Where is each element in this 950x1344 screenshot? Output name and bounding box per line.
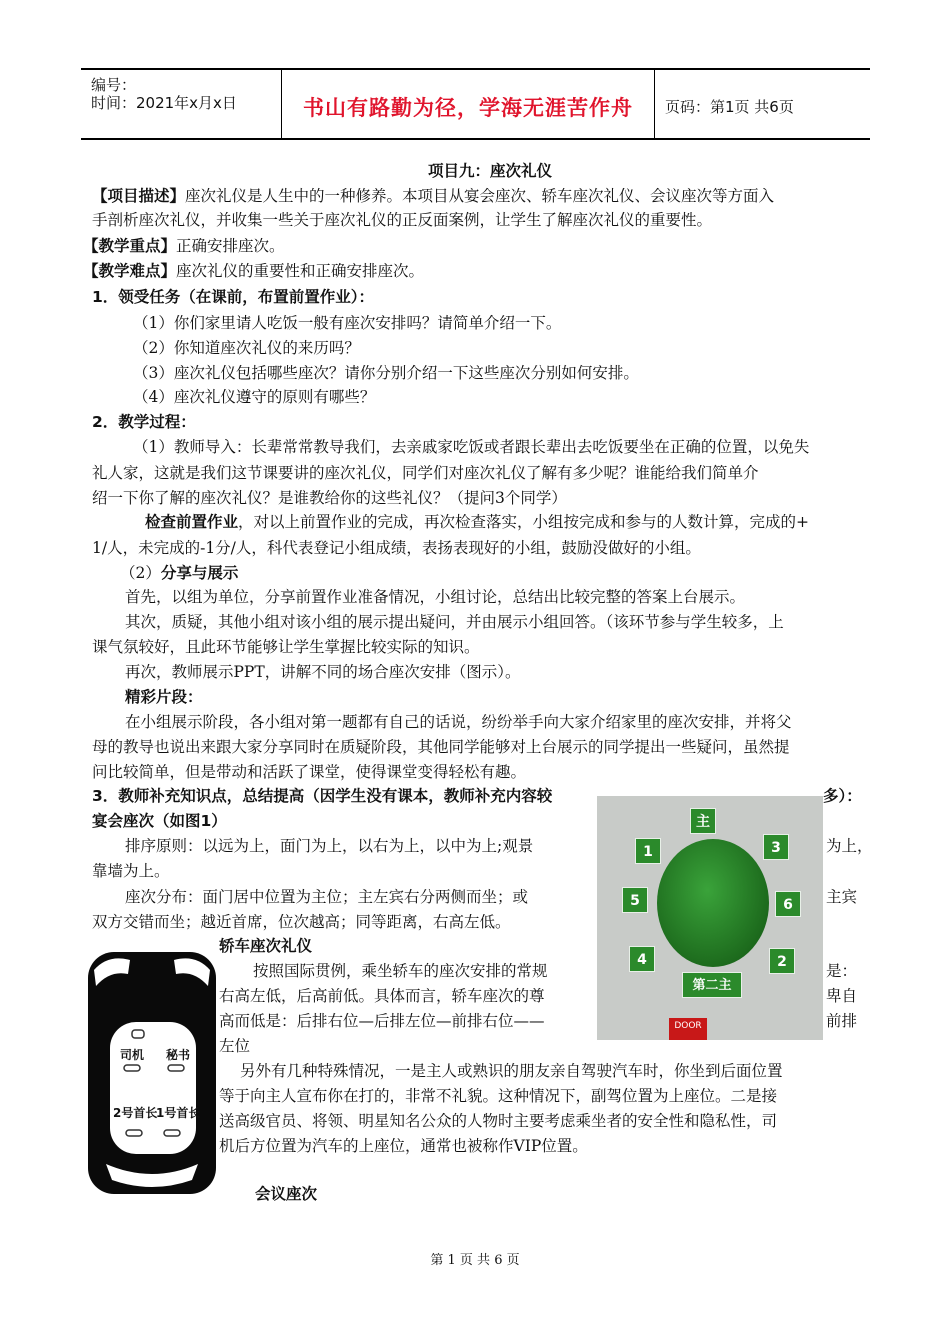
difficulty-text: 座次礼仪的重要性和正确安排座次。 [176,262,425,280]
header-page-cell [655,70,870,138]
focus-text: 正确安排座次。 [176,237,285,255]
car-chief2-label: 2号首长 [113,1106,158,1120]
header-meta-cell [81,70,282,138]
round-table [657,839,769,967]
s1-question-1: （1）你们家里请人吃饭一般有座次安排吗？请简单介绍一下。 [133,314,562,332]
car-secretary-label: 秘书 [166,1048,191,1062]
share-label: 分享与展示 [160,564,239,582]
highlight-1: 在小组展示阶段，各小组对第一题都有自己的话说，纷纷举手向大家介绍家里的座次安排，并将父 [125,713,792,731]
page-footer: 第 1 页 共 6 页 [430,1253,520,1268]
special-3: 送高级官员、将领、明星知名公众的人物时主要考虑乘坐者的安全性和隐私性，司 [219,1112,778,1130]
share-num: （2） [120,564,161,582]
rule-line-2: 靠墙为上。 [92,862,170,880]
s2-check-2: 1/人，未完成的-1分/人，科代表登记小组成绩，表扬表现好的小组，鼓励没做好的小组。 [92,539,701,557]
focus-line [83,235,285,257]
time-label: 时间：2021年x月x日 [91,94,237,112]
seat-3: 3 [763,834,789,860]
rule-line-1b: 为上， [826,837,873,855]
dist-line-1b: 主宾 [826,888,858,906]
check-text-1: ，对以上前置作业的完成，再次检查落实，小组按完成和参与的人数计算，完成的+ [238,513,810,531]
desc-label: 【项目描述】 [92,187,186,205]
seat-second-host: 第二主 [682,972,742,998]
s1-question-2: （2）你知道座次礼仪的来历吗？ [133,339,360,357]
dist-line-1a: 座次分布：面门居中位置为主位；主左宾右分两侧而坐；或 [125,888,529,906]
desc-line-1 [92,185,774,207]
car-seating-figure [88,952,216,1194]
banquet-seating-figure [597,796,823,1040]
s2-intro-3: 绍一下你了解的座次礼仪？是谁教给你的这些礼仪？（提问3个同学） [92,489,567,507]
page-header [81,68,870,140]
section-3-heading-b: 多）： [823,787,862,805]
highlight-3: 问比较简单，但是带动和活跃了课堂，使得课堂变得轻松有趣。 [92,763,527,781]
car-line-1b: 是： [826,962,858,980]
s2-share-heading [120,562,238,584]
car-chief1-label: 1号首长 [156,1106,201,1120]
car-line-2b: 卑自 [826,987,858,1005]
s2-intro-1: （1）教师导入：长辈常常教导我们，去亲戚家吃饭或者跟长辈出去吃饭要坐在正确的位置，以免失 [133,438,810,456]
s2-third: 再次，教师展示PPT，讲解不同的场合座次安排（图示）。 [125,663,521,681]
number-label: 编号： [91,76,137,94]
seat-5: 5 [622,887,648,913]
banquet-heading: 宴会座次（如图1） [92,812,227,830]
section-3-heading-a: 3．教师补充知识点，总结提高（因学生没有课本，教师补充内容较 [92,787,553,805]
doc-title: 项目九：座次礼仪 [428,162,553,180]
focus-label: 【教学重点】 [83,237,177,255]
door-marker: DOOR [669,1018,707,1040]
dist-line-2: 双方交错而坐；越近首席，位次越高；同等距离，右高左低。 [92,913,511,931]
car-driver-label: 司机 [120,1048,145,1062]
special-1: 另外有几种特殊情况，一是主人或熟识的朋友亲自驾驶汽车时，你坐到后面位置 [240,1062,783,1080]
seat-1: 1 [635,838,661,864]
s1-question-4: （4）座次礼仪遵守的原则有哪些？ [133,388,376,406]
car-line-3a: 高而低是：后排右位—后排左位—前排右位—— [219,1012,545,1030]
s1-question-3: （3）座次礼仪包括哪些座次？请你分别介绍一下这些座次分别如何安排。 [133,364,639,382]
rule-line-1a: 排序原则：以远为上，面门为上，以右为上，以中为上;观景 [125,837,534,855]
s2-intro-2: 礼人家，这就是我们这节课要讲的座次礼仪，同学们对座次礼仪了解有多少呢？谁能给我们简单介 [92,464,759,482]
s2-first: 首先，以组为单位，分享前置作业准备情况，小组讨论，总结出比较完整的答案上台展示。 [125,588,746,606]
s2-second-1: 其次，质疑，其他小组对该小组的展示提出疑问，并由展示小组回答。（该环节参与学生较多，上 [125,613,784,631]
highlight-2: 母的教导也说出来跟大家分享同时在质疑阶段，其他同学能够对上台展示的同学提出一些疑问，虽然提 [92,738,790,756]
desc-text-1: 座次礼仪是人生中的一种修养。本项目从宴会座次、轿车座次礼仪、会议座次等方面入 [185,187,775,205]
car-heading: 轿车座次礼仪 [219,937,313,955]
seat-2: 2 [769,948,795,974]
car-line-1a: 按照国际贯例，乘坐轿车的座次安排的常规 [253,962,548,980]
difficulty-line [83,260,424,282]
car-outline-graphic [88,952,216,1194]
car-line-2a: 右高左低，后高前低。具体而言，轿车座次的尊 [219,987,545,1005]
car-line-3b: 前排 [826,1012,858,1030]
special-2: 等于向主人宣布你在打的，非常不礼貌。这种情况下，副驾位置为上座位。二是接 [219,1087,778,1105]
s2-check-1 [145,511,809,533]
desc-line-2: 手剖析座次礼仪，并收集一些关于座次礼仪的正反面案例，让学生了解座次礼仪的重要性。 [92,211,713,229]
check-label: 检查前置作业 [145,513,239,531]
section-2-heading: 2．教学过程： [92,413,196,431]
seat-4: 4 [629,946,655,972]
seat-host: 主 [690,808,716,834]
seat-6: 6 [775,891,801,917]
section-1-heading: 1．领受任务（在课前，布置前置作业）： [92,288,375,306]
difficulty-label: 【教学难点】 [83,262,177,280]
meeting-heading: 会议座次 [255,1185,318,1203]
page-label: 页码：第1页 共6页 [665,98,794,116]
header-motto-cell [282,70,655,138]
motto: 书山有路勤为径，学海无涯苦作舟 [303,96,633,120]
special-4: 机后方位置为汽车的上座位，通常也被称作VIP位置。 [219,1137,588,1155]
car-line-4: 左位 [219,1037,251,1055]
s2-second-2: 课气氛较好，且此环节能够让学生掌握比较实际的知识。 [92,638,480,656]
highlight-label: 精彩片段： [125,688,203,706]
